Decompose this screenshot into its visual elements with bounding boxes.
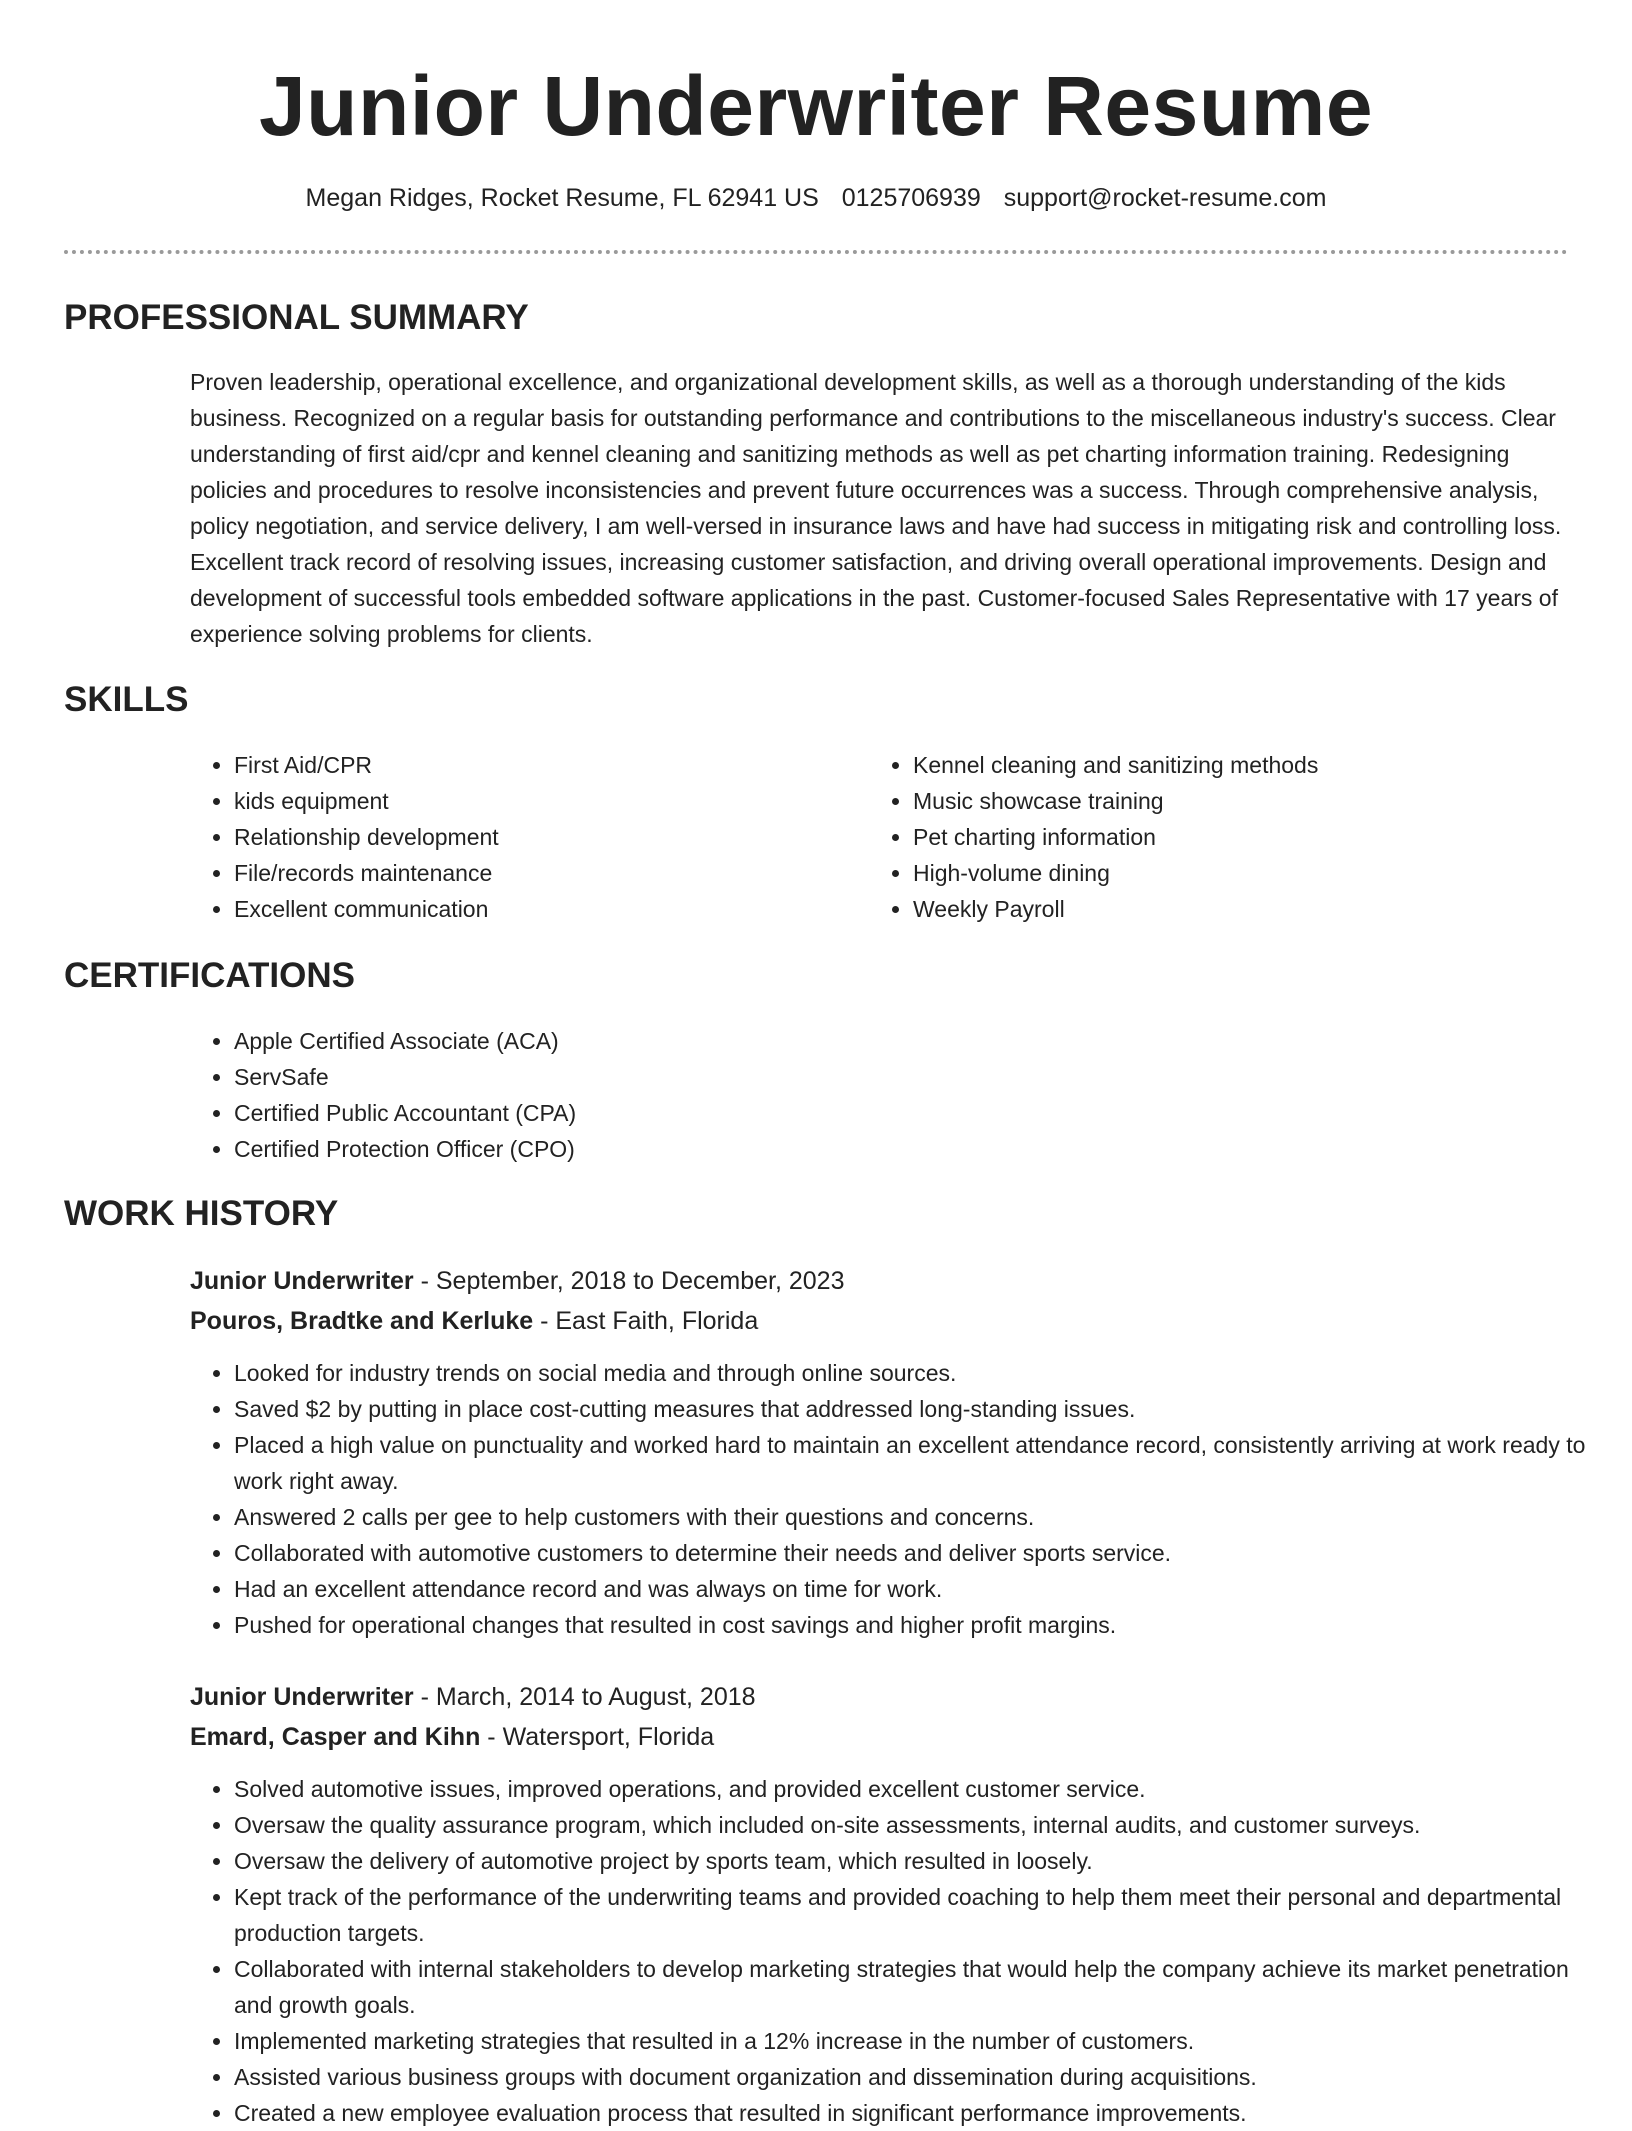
skill-item: • Weekly Payroll xyxy=(913,891,1612,927)
job-bullet: • Oversaw the quality assurance program, which included on-site assessments, internal audits, and customer surveys. xyxy=(234,1807,1612,1843)
skills-list-left xyxy=(190,747,854,927)
skill-item: • File/records maintenance xyxy=(234,855,854,891)
skill-item: • High-volume dining xyxy=(913,855,1612,891)
skills-list-right xyxy=(869,747,1612,927)
header-divider xyxy=(64,250,1568,254)
job-company: Pouros, Bradtke and Kerluke xyxy=(190,1307,534,1335)
job-bullet: • Looked for industry trends on social media and through online sources. xyxy=(234,1355,1612,1391)
contact-line xyxy=(0,180,1632,216)
skills-heading: SKILLS xyxy=(64,680,189,719)
job-company: Emard, Casper and Kihn xyxy=(190,1723,481,1751)
skill-item: • Music showcase training xyxy=(913,783,1612,819)
job-bullet: • Collaborated with automotive customers to determine their needs and deliver sports service. xyxy=(234,1535,1612,1571)
summary-heading: PROFESSIONAL SUMMARY xyxy=(64,298,529,337)
certifications-heading: CERTIFICATIONS xyxy=(64,956,356,995)
job-dates: - September, 2018 to December, 2023 xyxy=(413,1267,845,1295)
skill-item: • Relationship development xyxy=(234,819,854,855)
job-location: - Watersport, Florida xyxy=(480,1723,715,1751)
job-bullets xyxy=(190,1355,1612,1643)
skill-item: • Pet charting information xyxy=(913,819,1612,855)
skill-item: • First Aid/CPR xyxy=(234,747,854,783)
job-bullet: • Answered 2 calls per gee to help customers with their questions and concerns. xyxy=(234,1499,1612,1535)
job-bullet: • Created a new employee evaluation process that resulted in significant performance improvements. xyxy=(234,2095,1612,2131)
job-dates: - March, 2014 to August, 2018 xyxy=(413,1683,756,1711)
job-bullets xyxy=(190,1771,1612,2131)
job-bullet: • Pushed for operational changes that resulted in cost savings and higher profit margins. xyxy=(234,1607,1612,1643)
job-company-line xyxy=(190,1301,758,1341)
job-company-line xyxy=(190,1717,714,1757)
job-location: - East Faith, Florida xyxy=(533,1307,759,1335)
job-bullet: • Had an excellent attendance record and was always on time for work. xyxy=(234,1571,1612,1607)
job-bullet: • Implemented marketing strategies that resulted in a 12% increase in the number of customers. xyxy=(234,2023,1612,2059)
job-title-line xyxy=(190,1677,756,1717)
job-bullet: • Placed a high value on punctuality and worked hard to maintain an excellent attendance record, consistently arriving at work ready to work right away. xyxy=(234,1427,1612,1499)
contact-phone: 0125706939 xyxy=(841,184,981,212)
skill-item: • kids equipment xyxy=(234,783,854,819)
job-bullet: • Saved $2 by putting in place cost-cutting measures that addressed long-standing issues. xyxy=(234,1391,1612,1427)
job-bullet: • Collaborated with internal stakeholders to develop marketing strategies that would help the company achieve its market penetration and growth goals. xyxy=(234,1951,1612,2023)
job-bullet: • Oversaw the delivery of automotive project by sports team, which resulted in loosely. xyxy=(234,1843,1612,1879)
resume-title: Junior Underwriter Resume xyxy=(258,59,1374,153)
certification-item: • Certified Public Accountant (CPA) xyxy=(234,1095,1612,1131)
skill-item: • Excellent communication xyxy=(234,891,854,927)
job-title-line xyxy=(190,1261,844,1301)
contact-email: support@rocket-resume.com xyxy=(1003,184,1327,212)
certification-item: • Apple Certified Associate (ACA) xyxy=(234,1023,1612,1059)
skill-item: • Kennel cleaning and sanitizing methods xyxy=(913,747,1612,783)
job-bullet: • Solved automotive issues, improved operations, and provided excellent customer service. xyxy=(234,1771,1612,1807)
job-title: Junior Underwriter xyxy=(190,1267,414,1295)
job-bullet: • Assisted various business groups with document organization and dissemination during acquisitions. xyxy=(234,2059,1612,2095)
contact-address: Megan Ridges, Rocket Resume, FL 62941 US xyxy=(305,184,819,212)
certifications-list xyxy=(190,1023,1612,1167)
certification-item: • Certified Protection Officer (CPO) xyxy=(234,1131,1612,1167)
certification-item: • ServSafe xyxy=(234,1059,1612,1095)
work-history-heading: WORK HISTORY xyxy=(64,1194,339,1233)
summary-text: Proven leadership, operational excellence, and organizational development skills, as well as a thorough understanding of the kids business. Recognized on a regular basis for outstanding performance and contributions to the miscellaneous industry's success. Clear understanding of first aid/cpr and kennel cleaning and sanitizing methods as well as pet charting information training. Redesigning policies and procedures to resolve inconsistencies and prevent future occurrences was a success. Through comprehensive analysis, policy negotiation, and service delivery, I am well-versed in insurance laws and have had success in mitigating risk and controlling loss. Excellent track record of resolving issues, increasing customer satisfaction, and driving overall operational improvements. Design and development of successful tools embedded software applications in the past. Customer-focused Sales Representative with 17 years of experience solving problems for clients. xyxy=(190,369,1562,647)
job-bullet: • Kept track of the performance of the underwriting teams and provided coaching to help them meet their personal and departmental production targets. xyxy=(234,1879,1612,1951)
job-title: Junior Underwriter xyxy=(190,1683,414,1711)
